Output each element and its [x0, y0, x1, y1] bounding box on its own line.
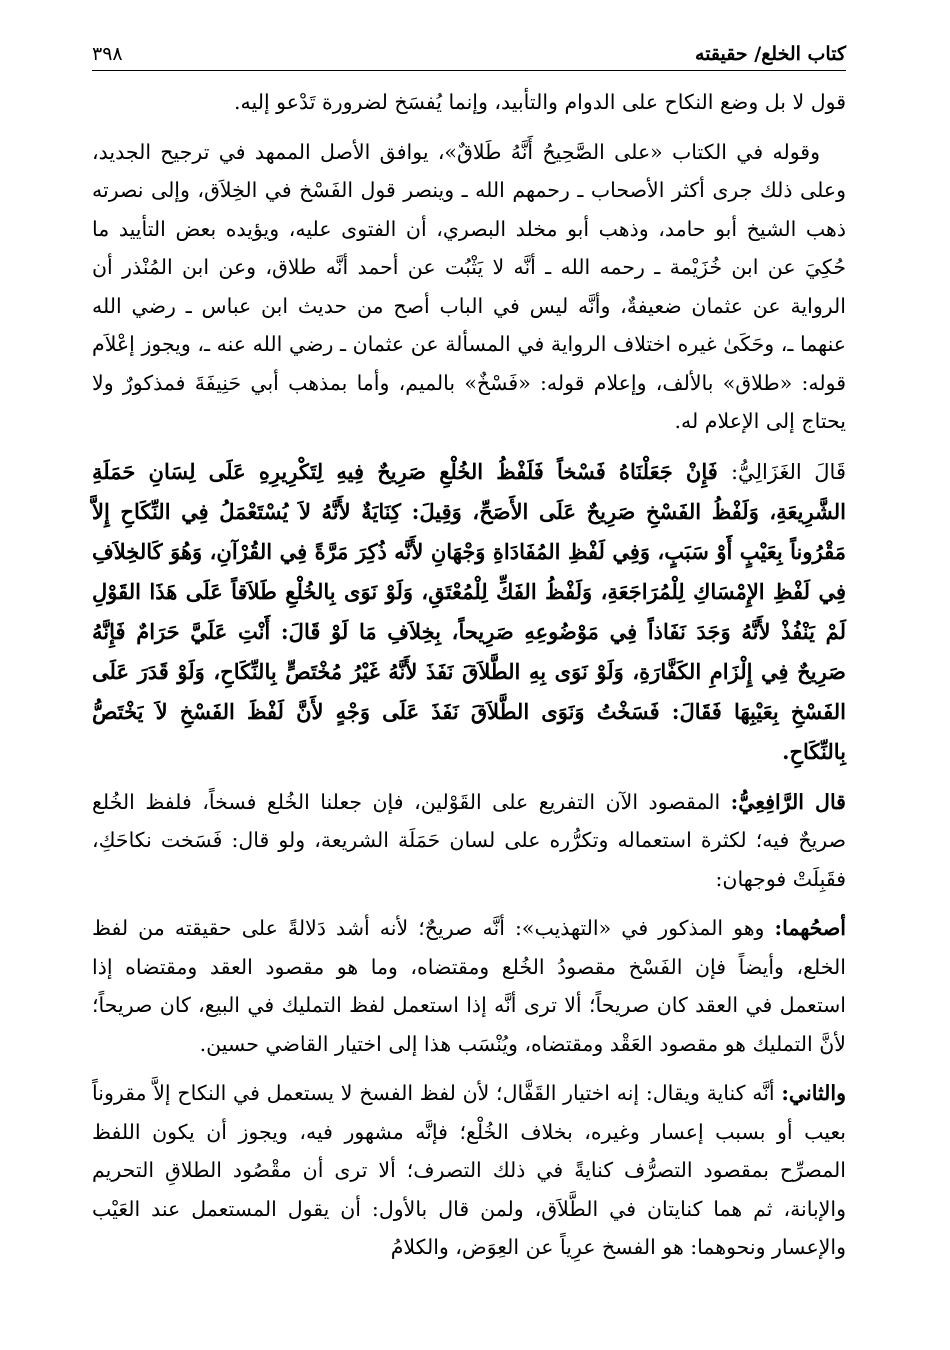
paragraph-text: وقوله في الكتاب «على الصَّحِيحُ أَنَّهُ طَلاقٌ»، يوافق الأصل الممهد في ترجيح الجديد، وعلى ذلك جرى أكثر الأصحاب ـ رحمهم الله ـ وينصر قول الفَسْخ في الخِلاَق، وإلى نصرته ذهب الشيخ أبو حامد، وذهب أبو مخلد البصري، أن الفتوى عليه، ويؤيده بعض التأييد ما حُكِيَ عن ابن خُزَيْمة ـ رحمه الله ـ أنَّه لا يَثْبُت عن أحمد أنَّه طلاق، وعن ابن المُنْذر أن الرواية عن عثمان ضعيفةٌ، وأنَّه ليس في الباب أصح من حديث ابن عباس ـ رضي الله عنهما ـ، وحَكَىٰ غيره اختلاف الرواية في المسألة عن عثمان ـ رضي الله عنه ـ، ويجوز إعْلاَم قوله: «طلاق» بالألف، وإعلام قوله: «فَسْخٌ» بالميم، وأما بمذهب أبي حَنِيفَةَ فمذكورٌ ولا يحتاج إلى الإعلام له.	[92, 139, 846, 433]
paragraph-text: فَإِنْ جَعَلْنَاهُ فَسْخاً فَلَفْظُ الخُلْعِ صَرِيحٌ فِيهِ لِتَكْرِيرِهِ عَلَى لِسَانِ حَمَلَةِ الشَّرِيعَةِ، وَلَفْظُ الفَسْخِ صَرِيحٌ عَلَى الأَصَحِّ، وَقِيلَ: كِنَايَةٌ لأَنَّهُ لاَ يُسْتَعْمَلُ فِي النِّكَاحِ إِلاَّ مَقْرُوناً بِعَيْبٍ أَوْ سَبَبٍ، وَفِي لَفْظِ المُفَادَاةِ وَجْهَانِ لأَنَّه ذُكِرَ مَرَّةً فِي القُرْآنِ، وَهُوَ كَالخِلاَفِ فِي لَفْظِ الإِمْسَاكِ لِلْمُرَاجَعَةِ، وَلَفْظُ الفَكِّ لِلْمُعْتَقِ، وَلَوْ نَوَى بِالخُلْعِ طَلاَقاً عَلَى هَذَا القَوْلِ لَمْ يَنْفُذْ لأَنَّهُ وَجَدَ نَفَاذاً فِي مَوْضُوعِهِ صَرِيحاً، بِخِلاَفِ مَا لَوْ قَالَ: أَنْتِ عَلَيَّ حَرَامٌ فَإِنَّهُ صَرِيحٌ فِي إِلْزَامِ الكَفَّارَةِ، وَلَوْ نَوَى بِهِ الطَّلاَقَ نَفَذَ لأَنَّهُ غَيْرُ مُخْتَصٍّ بِالنِّكَاحِ، وَلَوْ قَدَرَ عَلَى الفَسْخِ بِعَيْبِهَا فَقَالَ: فَسَخْتُ وَنَوَى الطَّلاَقَ نَفَذَ عَلَى وَجْهٍ لأَنَّ لَفْظَ الفَسْخِ لاَ يَخْتَصُّ بِالنِّكَاحِ.	[92, 458, 846, 764]
paragraph-second-view	[92, 1074, 846, 1267]
paragraph-lead: قَالَ الغَزَالِيُّ:	[730, 459, 846, 484]
paragraph-commentary	[92, 133, 846, 441]
paragraph-text: قول لا بل وضع النكاح على الدوام والتأبيد، وإنما يُفسَخ لضرورة تَدْعو إليه.	[234, 90, 846, 114]
paragraph-text: وهو المذكور في «التهذيب»: أنَّه صريحٌ؛ لأنه أشد دَلالةً على حقيقته من لفظ الخلع، وأيضاً فإن الفَسْخ مقصودُ الخُلع ومقتضاه، وما هو مقصود العقد ومقتضاه إذا استعمل في العقد كان صريحاً؛ ألا ترى أنَّه إذا استعمل لفظ التمليك في البيع، كان صريحاً؛ لأنَّ التمليك هو مقصود العَقْد ومقتضاه، ويُنْسَب هذا إلى اختيار القاضي حسين.	[92, 916, 846, 1056]
paragraph-continuation	[92, 83, 846, 122]
paragraph-text: المقصود الآن التفريع على القَوْلين، فإن جعلنا الخُلع فسخاً، فلفظ الخُلع صريحٌ فيه؛ لكثرة استعماله وتكرُّره على لسان حَمَلَة الشريعة، ولو قال: فَسَخت نكاحَكِ، فقَبِلَتْ فوجهان:	[92, 789, 846, 891]
paragraph-rafii	[92, 783, 846, 899]
paragraph-first-view	[92, 909, 846, 1063]
page-number: ٣٩٨	[92, 43, 123, 65]
paragraph-lead: قال الرَّافِعِيُّ:	[730, 789, 846, 814]
running-title: كتاب الخلع/ حقيقته	[695, 43, 846, 65]
document-page	[92, 28, 846, 1328]
page-header	[92, 28, 846, 70]
paragraph-ghazali-matn	[92, 452, 846, 772]
paragraph-lead: أصحُهما:	[774, 916, 846, 940]
header-divider	[92, 70, 846, 71]
paragraph-lead: والثاني:	[781, 1081, 846, 1105]
paragraph-text: أنَّه كناية ويقال: إنه اختيار القَفَّال؛ لأن لفظ الفسخ لا يستعمل في النكاح إلاَّ مقروناً بعيب أو بسبب إعسار وغيره، بخلاف الخُلْع؛ فإنَّه مشهور فيه، ويجوز أن يكون اللفظ المصرِّح بمقصود التصرُّف كنايةً في ذلك التصرف؛ ألا ترى أن مقْصُود الطلاقِ التحريم والإبانة، ثم هما كنايتان في الطَّلاَق، ولمن قال بالأول: أن يقول المستعمل عند العَيْب والإعسار ونحوهما: هو الفسخ عرِياً عن العِوَض، والكلامُ	[92, 1081, 847, 1259]
